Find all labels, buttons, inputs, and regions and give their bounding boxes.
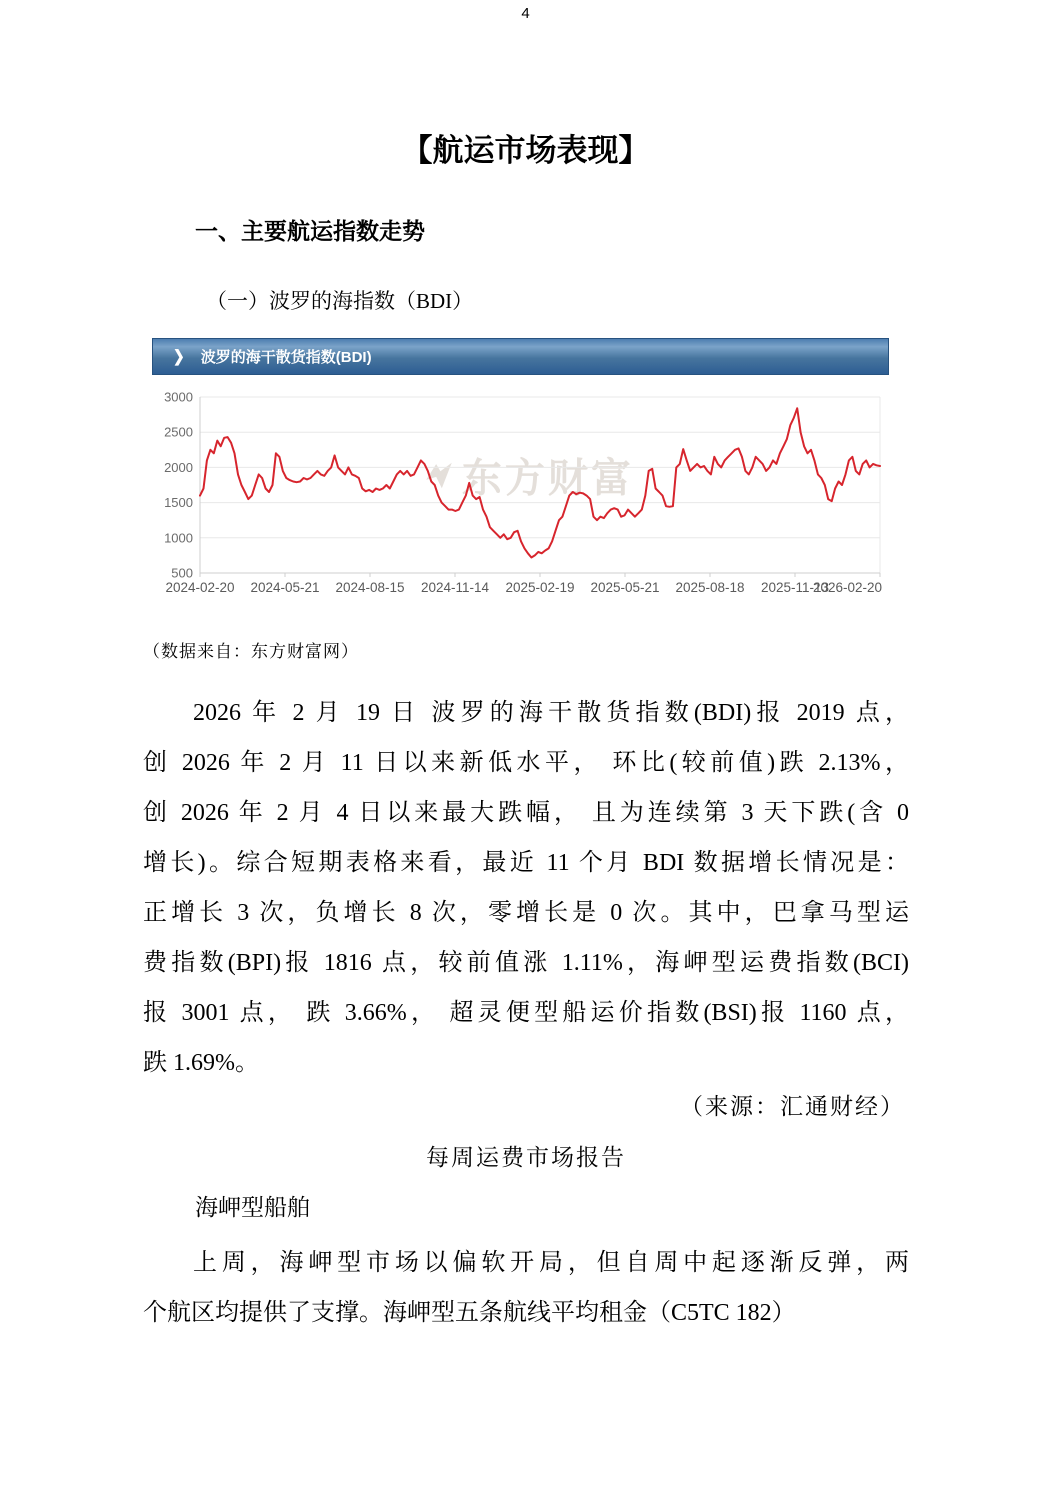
text-line: 跌 1.69%。 [143, 1050, 259, 1076]
page-title: 【航运市场表现】 [401, 133, 650, 168]
svg-text:2025-08-18: 2025-08-18 [675, 580, 745, 595]
svg-text:2024-08-15: 2024-08-15 [335, 580, 405, 595]
svg-text:3000: 3000 [164, 389, 193, 405]
text-line: 费指数(BPI)报 1816 点，较前值涨 1.11%，海岬型运费指数(BCI) [143, 950, 909, 976]
chart-title: 波罗的海干散货指数(BDI) [200, 349, 372, 366]
page-number: 4 [521, 5, 530, 22]
report-title: 每周运费市场报告 [426, 1145, 626, 1170]
svg-text:2025-11-13: 2025-11-13 [760, 580, 830, 595]
text-line: 增长)。综合短期表格来看，最近 11 个月 BDI 数据增长情况是： [143, 850, 909, 876]
svg-text:2024-02-20: 2024-02-20 [165, 580, 235, 595]
svg-text:1000: 1000 [164, 530, 193, 546]
paragraph-capesize [143, 1238, 909, 1338]
text-line: 创 2026 年 2 月 11 日以来新低水平， 环比(较前值)跌 2.13%， [143, 750, 909, 776]
source-attribution: （来源：汇通财经） [680, 1094, 905, 1119]
vessel-type-heading: 海岬型船舶 [195, 1195, 310, 1220]
text-line: 上周，海岬型市场以偏软开局，但自周中起逐渐反弹，两 [193, 1250, 909, 1276]
svg-text:2000: 2000 [164, 459, 193, 475]
svg-text:2025-05-21: 2025-05-21 [590, 580, 660, 595]
text-line: 报 3001 点， 跌 3.66%， 超灵便型船运价指数(BSI)报 1160 点， [143, 1000, 909, 1026]
bdi-line-chart [152, 375, 889, 603]
chart-source-note: （数据来自：东方财富网） [143, 642, 359, 661]
bdi-chart-widget [152, 338, 889, 603]
bdi-line-chart-svg [152, 375, 889, 603]
svg-text:2500: 2500 [164, 424, 193, 440]
text-line: 个航区均提供了支撑。海岬型五条航线平均租金（C5TC 182） [143, 1300, 796, 1326]
text-line: 2026 年 2 月 19 日 波罗的海干散货指数(BDI)报 2019 点， [193, 700, 909, 726]
text-line: 正增长 3 次，负增长 8 次，零增长是 0 次。其中，巴拿马型运 [143, 900, 909, 926]
watermark-text: 东方财富 [461, 456, 634, 501]
svg-text:1500: 1500 [164, 495, 193, 511]
paragraph-bdi-summary [143, 688, 909, 1088]
chart-header [152, 338, 889, 375]
svg-text:500: 500 [171, 565, 193, 581]
svg-text:2024-05-21: 2024-05-21 [250, 580, 320, 595]
svg-text:2025-02-19: 2025-02-19 [505, 580, 575, 595]
svg-text:2026-02-20: 2026-02-20 [812, 580, 882, 595]
chevron-right-icon: ❯ [173, 346, 185, 366]
text-line: 创 2026 年 2 月 4 日以来最大跌幅， 且为连续第 3 天下跌(含 0 [143, 800, 909, 826]
svg-text:2024-11-14: 2024-11-14 [420, 580, 490, 595]
section-heading: 一、主要航运指数走势 [195, 218, 425, 244]
subsection-heading: （一）波罗的海指数（BDI） [206, 289, 474, 313]
